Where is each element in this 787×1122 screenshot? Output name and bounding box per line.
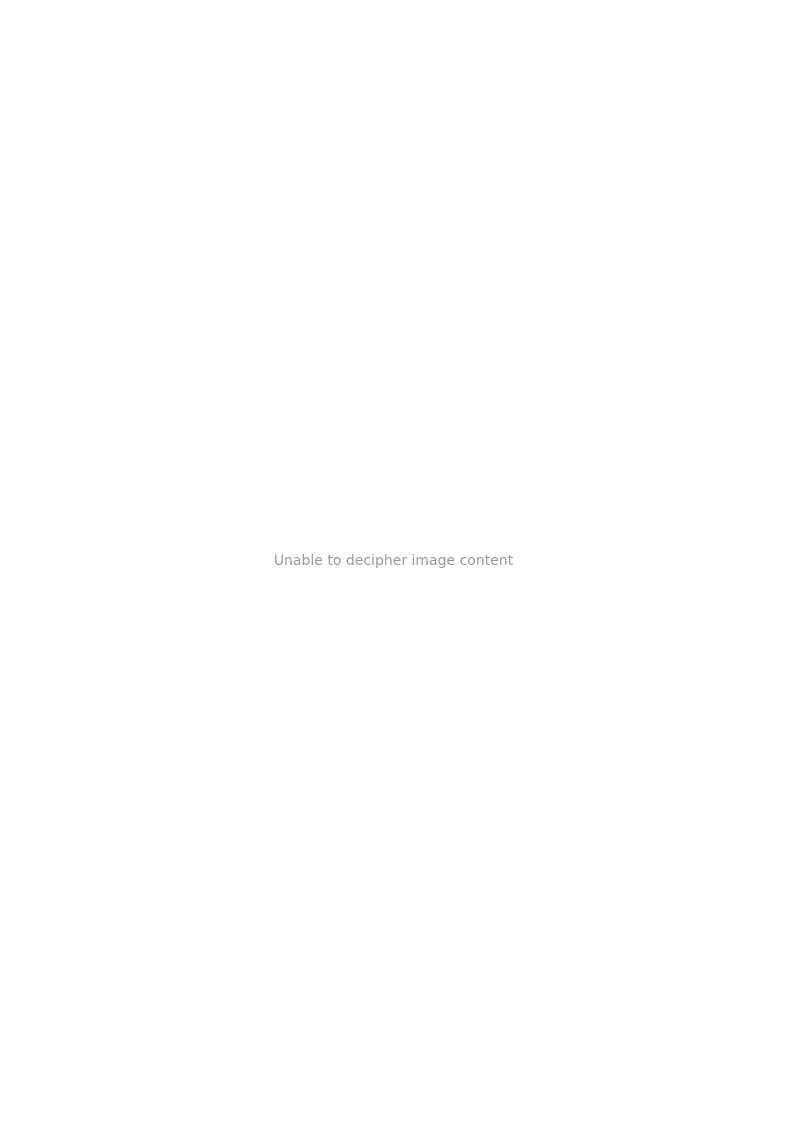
placeholder-notice: Unable to decipher image content	[273, 553, 514, 569]
